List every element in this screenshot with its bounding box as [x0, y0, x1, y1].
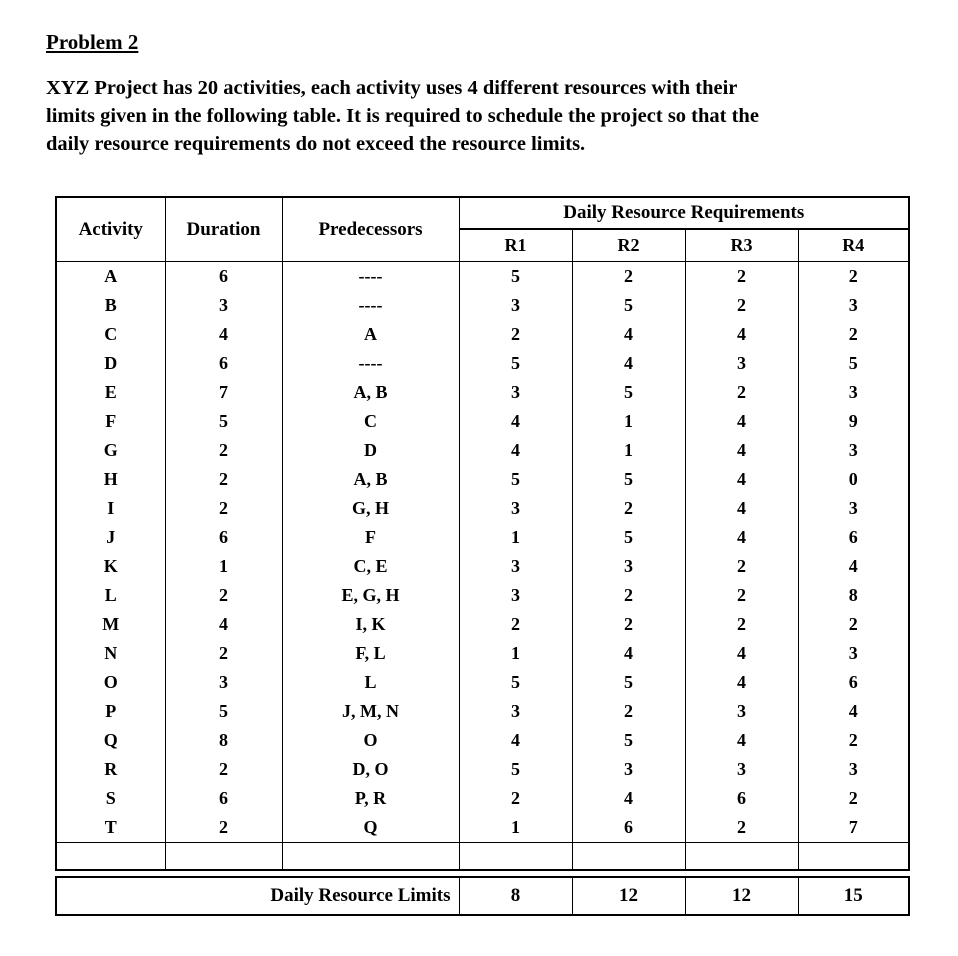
cell-r1: 1: [459, 523, 572, 552]
cell-r2: 5: [572, 465, 685, 494]
cell-duration: 5: [165, 407, 282, 436]
cell-activity: G: [56, 436, 165, 465]
cell-duration: 6: [165, 784, 282, 813]
cell-r3: 3: [685, 755, 798, 784]
cell-r4: 2: [798, 262, 909, 292]
cell-r1: 5: [459, 668, 572, 697]
cell-r4: 3: [798, 436, 909, 465]
cell-r4: 3: [798, 639, 909, 668]
cell-activity: E: [56, 378, 165, 407]
header-r2: R2: [572, 229, 685, 262]
cell-duration: 2: [165, 813, 282, 843]
cell-r3: 2: [685, 378, 798, 407]
cell-r4: 6: [798, 523, 909, 552]
cell-r3: 4: [685, 407, 798, 436]
resource-limits-table: [55, 876, 910, 916]
header-daily-resource-requirements: Daily Resource Requirements: [459, 197, 909, 229]
cell-predecessors: J, M, N: [282, 697, 459, 726]
cell-r1: 5: [459, 349, 572, 378]
header-duration: Duration: [165, 197, 282, 262]
cell-r3: 2: [685, 262, 798, 292]
cell-r2: 5: [572, 291, 685, 320]
cell-r2: 4: [572, 349, 685, 378]
cell-activity: F: [56, 407, 165, 436]
cell-r3: 4: [685, 726, 798, 755]
cell-r2: 3: [572, 552, 685, 581]
table-row: [56, 407, 909, 436]
cell-r4: 7: [798, 813, 909, 843]
cell-r3: 3: [685, 697, 798, 726]
cell-duration: 1: [165, 552, 282, 581]
cell-duration: 4: [165, 610, 282, 639]
cell-r1: 5: [459, 755, 572, 784]
table-row: [56, 726, 909, 755]
cell-r4: 8: [798, 581, 909, 610]
cell-r4: 6: [798, 668, 909, 697]
cell-duration: 7: [165, 378, 282, 407]
statement-line-1: XYZ Project has 20 activities, each activity uses 4 different resources with their: [46, 77, 738, 99]
cell-duration: 2: [165, 639, 282, 668]
blank-cell: [685, 843, 798, 871]
table-row: [56, 639, 909, 668]
cell-r2: 4: [572, 320, 685, 349]
cell-r4: 3: [798, 494, 909, 523]
cell-r1: 3: [459, 581, 572, 610]
blank-cell: [282, 843, 459, 871]
cell-activity: K: [56, 552, 165, 581]
cell-activity: O: [56, 668, 165, 697]
table-row: [56, 755, 909, 784]
limit-r4: 15: [798, 877, 909, 915]
cell-activity: P: [56, 697, 165, 726]
blank-cell: [798, 843, 909, 871]
statement-line-2: limits given in the following table. It is required to schedule the project so that the: [46, 105, 759, 127]
table-row: [56, 784, 909, 813]
cell-activity: T: [56, 813, 165, 843]
header-activity: Activity: [56, 197, 165, 262]
cell-r1: 3: [459, 494, 572, 523]
cell-activity: H: [56, 465, 165, 494]
cell-r4: 3: [798, 291, 909, 320]
table-row: [56, 320, 909, 349]
cell-predecessors: P, R: [282, 784, 459, 813]
cell-r4: 2: [798, 320, 909, 349]
resource-limits-row: [56, 877, 909, 915]
cell-duration: 2: [165, 436, 282, 465]
table-row: [56, 523, 909, 552]
cell-predecessors: I, K: [282, 610, 459, 639]
cell-r1: 1: [459, 813, 572, 843]
cell-r3: 4: [685, 436, 798, 465]
cell-duration: 2: [165, 755, 282, 784]
cell-r2: 4: [572, 784, 685, 813]
cell-predecessors: Q: [282, 813, 459, 843]
cell-r2: 6: [572, 813, 685, 843]
cell-r3: 4: [685, 639, 798, 668]
cell-activity: C: [56, 320, 165, 349]
table-row: [56, 436, 909, 465]
cell-r3: 2: [685, 291, 798, 320]
activity-table: [55, 196, 910, 871]
cell-r1: 5: [459, 465, 572, 494]
cell-activity: A: [56, 262, 165, 292]
cell-predecessors: ----: [282, 349, 459, 378]
blank-row: [56, 843, 909, 871]
cell-activity: J: [56, 523, 165, 552]
cell-r1: 3: [459, 552, 572, 581]
table-row: [56, 697, 909, 726]
cell-duration: 5: [165, 697, 282, 726]
limit-r1: 8: [459, 877, 572, 915]
blank-cell: [165, 843, 282, 871]
cell-duration: 3: [165, 291, 282, 320]
cell-predecessors: O: [282, 726, 459, 755]
cell-duration: 2: [165, 581, 282, 610]
cell-predecessors: ----: [282, 262, 459, 292]
cell-r2: 5: [572, 726, 685, 755]
cell-duration: 4: [165, 320, 282, 349]
cell-r4: 2: [798, 784, 909, 813]
cell-predecessors: F: [282, 523, 459, 552]
cell-r2: 2: [572, 581, 685, 610]
table-row: [56, 552, 909, 581]
cell-activity: R: [56, 755, 165, 784]
cell-r3: 4: [685, 494, 798, 523]
table-row: [56, 378, 909, 407]
cell-r2: 1: [572, 436, 685, 465]
cell-r1: 2: [459, 320, 572, 349]
resource-limits-label: Daily Resource Limits: [270, 885, 451, 906]
cell-r4: 4: [798, 552, 909, 581]
cell-r1: 3: [459, 697, 572, 726]
table-row: [56, 668, 909, 697]
cell-predecessors: D, O: [282, 755, 459, 784]
cell-r1: 2: [459, 610, 572, 639]
limit-r3: 12: [685, 877, 798, 915]
blank-cell: [459, 843, 572, 871]
cell-predecessors: A, B: [282, 378, 459, 407]
cell-duration: 6: [165, 262, 282, 292]
cell-r4: 3: [798, 378, 909, 407]
cell-r2: 5: [572, 378, 685, 407]
cell-r1: 2: [459, 784, 572, 813]
cell-predecessors: E, G, H: [282, 581, 459, 610]
cell-r2: 2: [572, 494, 685, 523]
table-row: [56, 494, 909, 523]
cell-duration: 2: [165, 465, 282, 494]
cell-r2: 2: [572, 697, 685, 726]
cell-r1: 3: [459, 291, 572, 320]
cell-duration: 3: [165, 668, 282, 697]
cell-predecessors: ----: [282, 291, 459, 320]
cell-r1: 1: [459, 639, 572, 668]
cell-activity: D: [56, 349, 165, 378]
cell-r1: 4: [459, 407, 572, 436]
cell-predecessors: C: [282, 407, 459, 436]
cell-predecessors: C, E: [282, 552, 459, 581]
table-row: [56, 262, 909, 292]
cell-r2: 4: [572, 639, 685, 668]
cell-r1: 4: [459, 726, 572, 755]
cell-r3: 4: [685, 320, 798, 349]
cell-r3: 2: [685, 610, 798, 639]
cell-r1: 4: [459, 436, 572, 465]
cell-activity: I: [56, 494, 165, 523]
blank-cell: [572, 843, 685, 871]
cell-r4: 2: [798, 610, 909, 639]
header-r4: R4: [798, 229, 909, 262]
cell-r3: 3: [685, 349, 798, 378]
header-predecessors: Predecessors: [282, 197, 459, 262]
cell-duration: 6: [165, 523, 282, 552]
cell-r1: 5: [459, 262, 572, 292]
cell-activity: M: [56, 610, 165, 639]
blank-cell: [56, 843, 165, 871]
cell-r4: 9: [798, 407, 909, 436]
cell-r3: 4: [685, 465, 798, 494]
cell-r2: 3: [572, 755, 685, 784]
table-row: [56, 291, 909, 320]
cell-predecessors: F, L: [282, 639, 459, 668]
cell-r2: 5: [572, 668, 685, 697]
problem-title: Problem 2: [46, 30, 139, 54]
cell-predecessors: A: [282, 320, 459, 349]
header-r3: R3: [685, 229, 798, 262]
table-row: [56, 349, 909, 378]
cell-predecessors: A, B: [282, 465, 459, 494]
header-r1: R1: [459, 229, 572, 262]
cell-predecessors: G, H: [282, 494, 459, 523]
cell-activity: B: [56, 291, 165, 320]
cell-r2: 5: [572, 523, 685, 552]
cell-duration: 8: [165, 726, 282, 755]
cell-predecessors: D: [282, 436, 459, 465]
cell-r4: 2: [798, 726, 909, 755]
cell-predecessors: L: [282, 668, 459, 697]
cell-r4: 0: [798, 465, 909, 494]
cell-activity: N: [56, 639, 165, 668]
table-row: [56, 581, 909, 610]
cell-activity: S: [56, 784, 165, 813]
cell-r3: 2: [685, 581, 798, 610]
cell-r4: 5: [798, 349, 909, 378]
cell-r3: 4: [685, 523, 798, 552]
cell-duration: 6: [165, 349, 282, 378]
statement-line-3: daily resource requirements do not exceed the resource limits.: [46, 133, 586, 155]
cell-r2: 2: [572, 610, 685, 639]
cell-r3: 2: [685, 813, 798, 843]
cell-r4: 4: [798, 697, 909, 726]
cell-r2: 1: [572, 407, 685, 436]
cell-r4: 3: [798, 755, 909, 784]
limit-r2: 12: [572, 877, 685, 915]
cell-duration: 2: [165, 494, 282, 523]
cell-r3: 4: [685, 668, 798, 697]
cell-activity: Q: [56, 726, 165, 755]
cell-r3: 6: [685, 784, 798, 813]
problem-statement: [46, 74, 906, 158]
cell-r1: 3: [459, 378, 572, 407]
cell-r2: 2: [572, 262, 685, 292]
table-row: [56, 465, 909, 494]
cell-r3: 2: [685, 552, 798, 581]
cell-activity: L: [56, 581, 165, 610]
table-row: [56, 610, 909, 639]
table-row: [56, 813, 909, 843]
